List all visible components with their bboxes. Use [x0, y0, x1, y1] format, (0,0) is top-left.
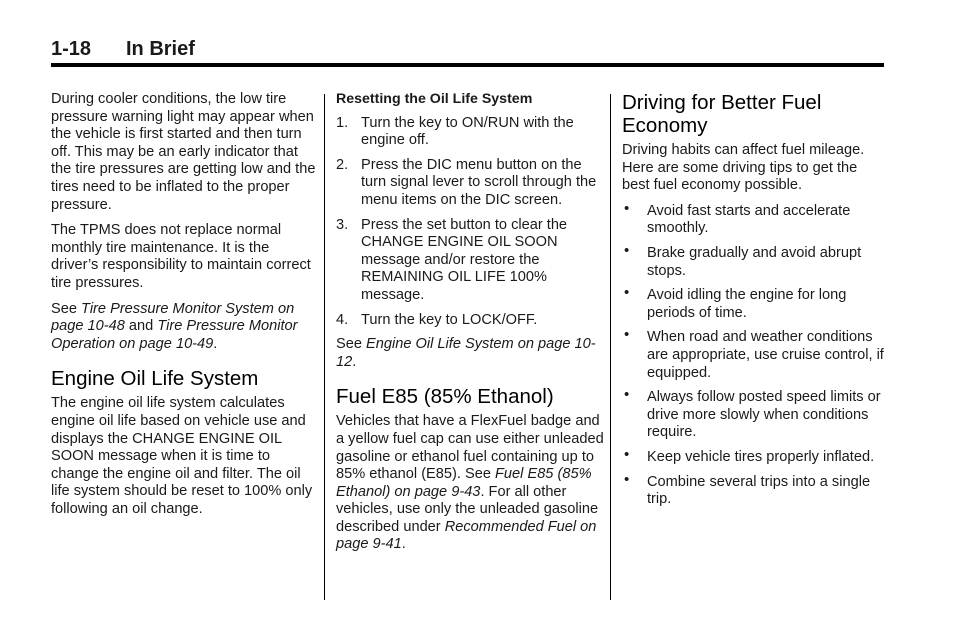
list-item	[622, 386, 884, 442]
list-item	[622, 470, 884, 509]
paragraph-tpms: The TPMS does not replace normal monthly tire maintenance. It is the driver’s responsibility to maintain correct tire pressures.	[51, 222, 311, 291]
list-item	[622, 326, 884, 382]
paragraph-see-oil-life	[336, 336, 604, 371]
tip-text: Always follow posted speed limits or drive more slowly when conditions require.	[647, 389, 881, 441]
bullet-icon: •	[624, 470, 630, 488]
paragraph-tire-warning: During cooler conditions, the low tire pressure warning light may appear when the vehicle is first started and then turn off. This may be an early indicator that the tire pressures are getting low and the tires need to be inflated to the proper pressure.	[51, 91, 316, 213]
list-item	[622, 199, 884, 238]
tip-text: Brake gradually and avoid abrupt stops.	[647, 244, 862, 279]
reference-link[interactable]: Recommended Fuel on page 9-41	[336, 518, 597, 553]
tip-text: Avoid fast starts and accelerate smoothly.	[647, 202, 851, 237]
period-text: .	[352, 353, 357, 370]
bullet-icon: •	[624, 199, 630, 217]
tip-text: When road and weather conditions are appropriate, use cruise control, if equipped.	[647, 329, 884, 381]
period-text: .	[401, 536, 406, 553]
tip-text: Keep vehicle tires properly inflated.	[647, 448, 875, 465]
driving-tips-list	[622, 199, 884, 509]
bullet-icon: •	[624, 241, 630, 259]
body-text: . For all other vehicles, use only the unleaded gasoline described under	[336, 483, 599, 535]
heading-engine-oil-life: Engine Oil Life System	[51, 367, 259, 391]
column-divider-2	[610, 94, 611, 600]
subheading-reset-oil-life: Resetting the Oil Life System	[336, 91, 533, 107]
see-text: See	[336, 336, 367, 353]
period-text: .	[213, 335, 218, 352]
list-item	[336, 312, 604, 330]
list-item	[336, 217, 604, 305]
body-text: Vehicles that have a FlexFuel badge and a yellow fuel cap can use either unleaded gasoline or ethanol fuel containing up to 85% ethanol (E85). See	[336, 413, 604, 483]
step-number: 1.	[336, 114, 349, 131]
section-title: In Brief	[126, 38, 195, 60]
page-header	[51, 38, 884, 68]
heading-fuel-economy: Driving for Better Fuel Economy	[622, 91, 822, 137]
reference-link[interactable]: Tire Pressure Monitor Operation on page 10-49	[51, 318, 298, 352]
step-number: 2.	[336, 156, 349, 173]
column-2	[336, 91, 604, 562]
list-item	[622, 241, 884, 280]
bullet-icon: •	[624, 326, 630, 344]
heading-fuel-e85: Fuel E85 (85% Ethanol)	[336, 385, 554, 409]
step-text: Press the DIC menu button on the turn signal lever to scroll through the menu items on the DIC screen.	[361, 156, 597, 208]
page-number: 1-18	[51, 38, 92, 60]
reference-link[interactable]: Tire Pressure Monitor System on page 10-48	[51, 300, 295, 335]
step-text: Press the set button to clear the CHANGE ENGINE OIL SOON message and/or restore the REMAINING OIL LIFE 100% message.	[361, 216, 568, 303]
step-text: Turn the key to LOCK/OFF.	[361, 311, 538, 328]
bullet-icon: •	[624, 445, 630, 463]
list-item	[336, 115, 604, 150]
see-text: See	[51, 300, 82, 317]
bullet-icon: •	[624, 386, 630, 404]
paragraph-see-tpms	[51, 301, 317, 354]
paragraph-oil-life: The engine oil life system calculates engine oil life based on vehicle use and displays the CHANGE ENGINE OIL SOON message when it is time to change the engine oil and filter. The oil life system should be reset to 100% only following an oil change.	[51, 395, 313, 517]
paragraph-driving-habits: Driving habits can affect fuel mileage. Here are some driving tips to get the best fuel economy possible.	[622, 142, 865, 194]
paragraph-fuel-e85	[336, 413, 604, 554]
step-text: Turn the key to ON/RUN with the engine off.	[361, 114, 574, 149]
column-3	[622, 91, 884, 516]
header-rule	[51, 63, 884, 67]
and-text: and	[124, 318, 158, 335]
tip-text: Combine several trips into a single trip.	[647, 473, 871, 508]
tip-text: Avoid idling the engine for long periods of time.	[647, 287, 847, 321]
list-item	[336, 157, 604, 210]
column-divider-1	[324, 94, 325, 600]
column-1	[51, 91, 317, 526]
reference-link[interactable]: Fuel E85 (85% Ethanol) on page 9-43	[336, 466, 592, 500]
bullet-icon: •	[624, 284, 630, 302]
step-number: 3.	[336, 216, 349, 233]
reference-link[interactable]: Engine Oil Life System on page 10-12	[336, 336, 596, 370]
reset-steps-list	[336, 115, 604, 330]
step-number: 4.	[336, 311, 349, 328]
list-item	[622, 445, 884, 467]
list-item	[622, 284, 884, 322]
